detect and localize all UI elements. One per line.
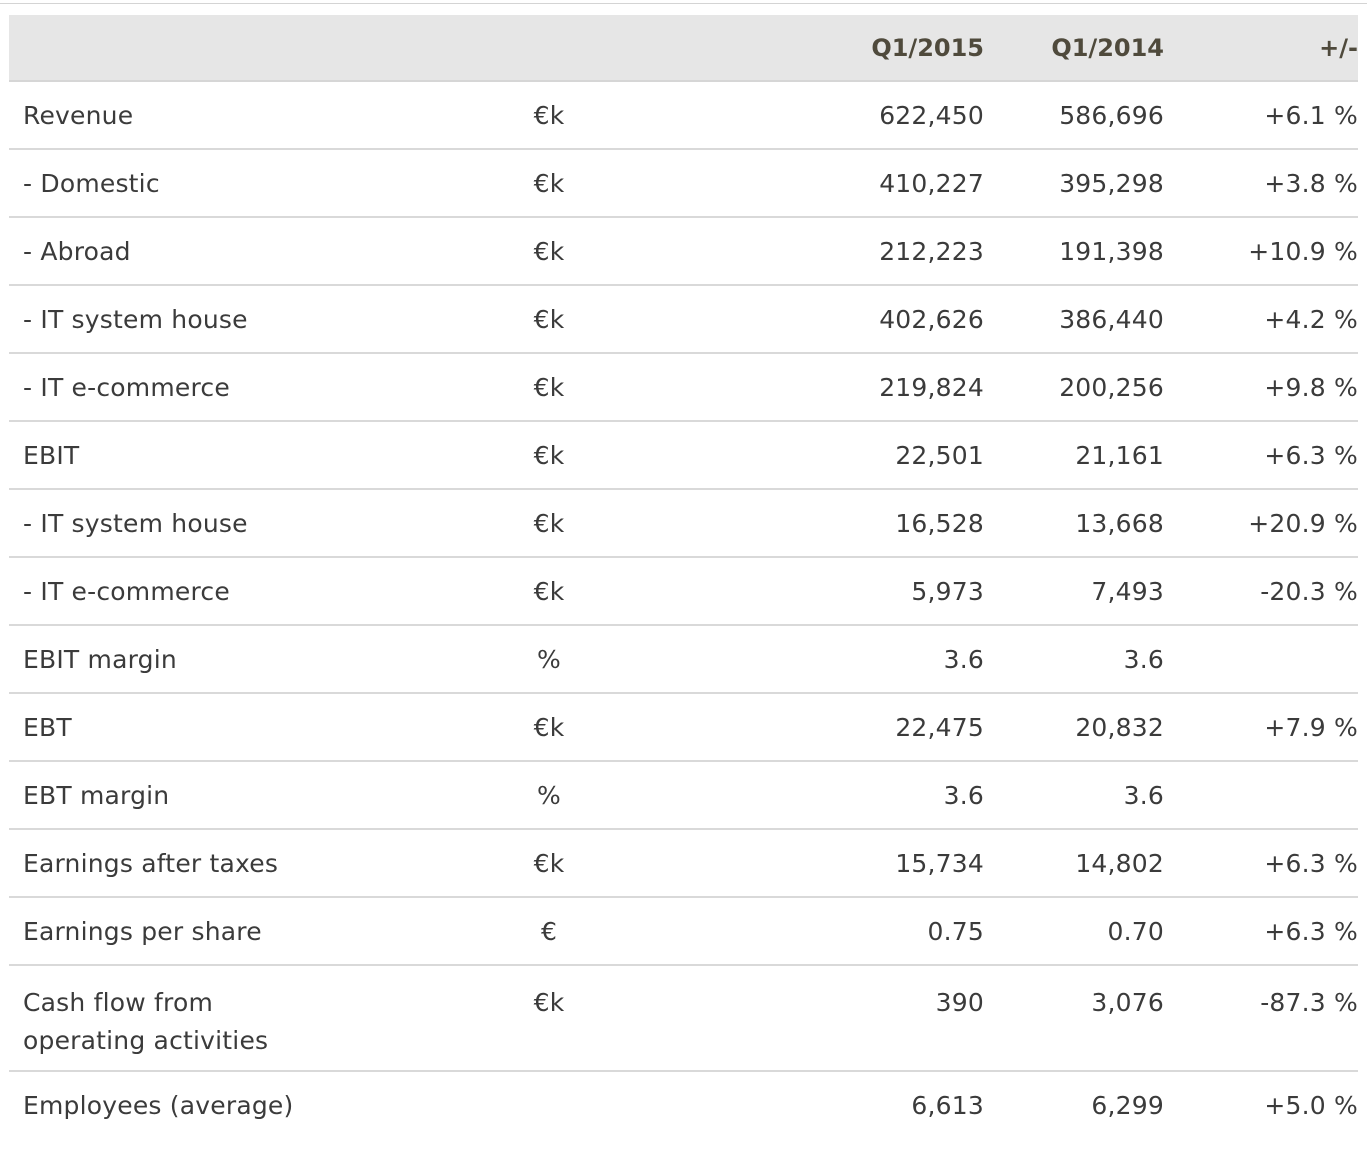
header-label xyxy=(9,15,499,81)
row-q1-2014: 0.70 xyxy=(984,897,1164,965)
table-row xyxy=(9,625,1358,693)
row-q1-2014-cell xyxy=(984,965,1164,1071)
table-body xyxy=(9,81,1358,1138)
header-unit xyxy=(499,15,599,81)
row-q1-2014: 3,076 xyxy=(1091,988,1164,1017)
row-label: Revenue xyxy=(9,81,499,149)
row-unit-cell xyxy=(499,965,599,1071)
header-q1-2014: Q1/2014 xyxy=(984,15,1164,81)
table-row xyxy=(9,81,1358,149)
row-unit: €k xyxy=(499,829,599,897)
row-change-cell xyxy=(1164,965,1358,1071)
row-unit: €k xyxy=(499,693,599,761)
row-q1-2015: 22,475 xyxy=(599,693,984,761)
row-q1-2014: 191,398 xyxy=(984,217,1164,285)
row-unit: € xyxy=(499,897,599,965)
row-change: +5.0 % xyxy=(1264,1090,1358,1120)
row-change: +3.8 % xyxy=(1164,149,1358,217)
table-row xyxy=(9,149,1358,217)
row-change: -87.3 % xyxy=(1260,988,1358,1017)
row-q1-2015: 3.6 xyxy=(599,625,984,693)
row-unit xyxy=(499,1071,599,1138)
row-unit: % xyxy=(499,625,599,693)
row-label: EBIT xyxy=(9,421,499,489)
row-label: EBT xyxy=(9,693,499,761)
row-label: Cash flow from operating activities xyxy=(23,988,269,1055)
row-q1-2015: 410,227 xyxy=(599,149,984,217)
row-unit: €k xyxy=(499,489,599,557)
row-q1-2014: 3.6 xyxy=(984,761,1164,829)
row-q1-2014: 13,668 xyxy=(984,489,1164,557)
row-q1-2015: 6,613 xyxy=(911,1090,984,1120)
row-label: EBIT margin xyxy=(9,625,499,693)
row-q1-2015: 22,501 xyxy=(599,421,984,489)
row-q1-2015: 402,626 xyxy=(599,285,984,353)
row-unit: €k xyxy=(499,81,599,149)
row-q1-2015: 15,734 xyxy=(599,829,984,897)
row-q1-2014: 3.6 xyxy=(984,625,1164,693)
row-label: Employees (average) xyxy=(23,1090,294,1120)
row-unit: €k xyxy=(499,285,599,353)
table-row xyxy=(9,489,1358,557)
row-label: Earnings per share xyxy=(9,897,499,965)
table-row xyxy=(9,353,1358,421)
row-change: +6.3 % xyxy=(1164,897,1358,965)
row-q1-2014: 14,802 xyxy=(984,829,1164,897)
row-change: +4.2 % xyxy=(1164,285,1358,353)
row-change: -20.3 % xyxy=(1164,557,1358,625)
table-row xyxy=(9,829,1358,897)
row-change: +20.9 % xyxy=(1164,489,1358,557)
row-label: - IT system house xyxy=(9,285,499,353)
row-q1-2015: 5,973 xyxy=(599,557,984,625)
table-row xyxy=(9,285,1358,353)
table-row xyxy=(9,217,1358,285)
row-label: - IT system house xyxy=(9,489,499,557)
header-q1-2015: Q1/2015 xyxy=(599,15,984,81)
row-change xyxy=(1164,625,1358,693)
row-unit: €k xyxy=(499,217,599,285)
row-q1-2014: 6,299 xyxy=(1091,1090,1164,1120)
row-unit: €k xyxy=(499,149,599,217)
row-change xyxy=(1164,761,1358,829)
row-label: Earnings after taxes xyxy=(9,829,499,897)
table-row xyxy=(9,965,1358,1071)
row-q1-2015-cell xyxy=(599,965,984,1071)
row-change: +7.9 % xyxy=(1164,693,1358,761)
table-row xyxy=(9,761,1358,829)
row-q1-2015: 0.75 xyxy=(599,897,984,965)
table-header xyxy=(9,15,1358,81)
row-q1-2015: 16,528 xyxy=(599,489,984,557)
row-unit: €k xyxy=(499,353,599,421)
row-q1-2014: 7,493 xyxy=(984,557,1164,625)
row-unit: €k xyxy=(533,988,565,1017)
row-label: - IT e-commerce xyxy=(9,353,499,421)
row-change: +9.8 % xyxy=(1164,353,1358,421)
row-unit: % xyxy=(499,761,599,829)
row-q1-2014: 20,832 xyxy=(984,693,1164,761)
header-row xyxy=(9,15,1358,81)
row-change: +6.3 % xyxy=(1164,829,1358,897)
table-row xyxy=(9,557,1358,625)
row-q1-2014: 200,256 xyxy=(984,353,1164,421)
row-q1-2015: 212,223 xyxy=(599,217,984,285)
row-change: +6.3 % xyxy=(1164,421,1358,489)
row-q1-2014: 21,161 xyxy=(984,421,1164,489)
key-figures-table xyxy=(9,15,1358,1138)
row-q1-2015: 390 xyxy=(935,988,984,1017)
row-unit: €k xyxy=(499,421,599,489)
row-label: - Abroad xyxy=(9,217,499,285)
row-q1-2015: 219,824 xyxy=(599,353,984,421)
row-change: +10.9 % xyxy=(1164,217,1358,285)
row-label-cell xyxy=(9,965,499,1071)
row-q1-2014: 395,298 xyxy=(984,149,1164,217)
row-q1-2014: 386,440 xyxy=(984,285,1164,353)
top-divider xyxy=(0,3,1367,4)
table-row xyxy=(9,897,1358,965)
row-q1-2015: 3.6 xyxy=(599,761,984,829)
table-row xyxy=(9,693,1358,761)
row-label: - IT e-commerce xyxy=(9,557,499,625)
row-label: - Domestic xyxy=(9,149,499,217)
row-label: EBT margin xyxy=(9,761,499,829)
row-q1-2015: 622,450 xyxy=(599,81,984,149)
header-change: +/- xyxy=(1164,15,1358,81)
table-row xyxy=(9,1071,1358,1138)
row-q1-2014: 586,696 xyxy=(984,81,1164,149)
row-change: +6.1 % xyxy=(1164,81,1358,149)
table-row xyxy=(9,421,1358,489)
row-unit: €k xyxy=(499,557,599,625)
